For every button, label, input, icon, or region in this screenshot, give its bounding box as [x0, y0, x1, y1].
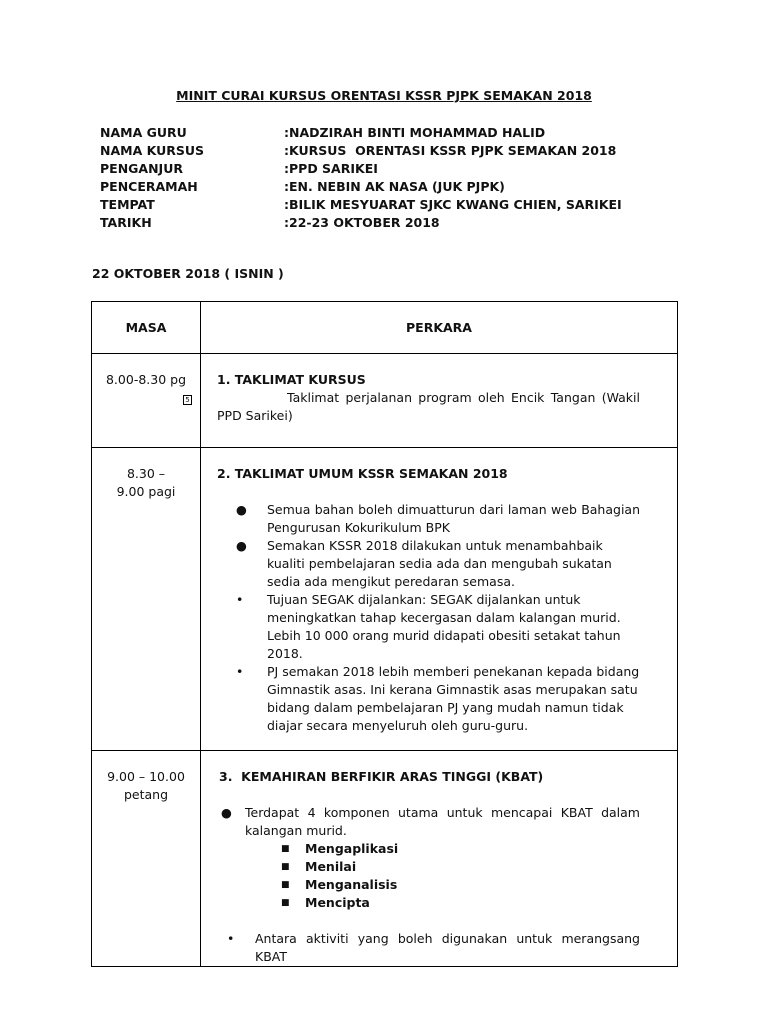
perkara-cell: [201, 354, 678, 448]
bullet-dot-icon: ●: [221, 805, 232, 820]
list-item: ■ Mencipta: [281, 895, 370, 910]
list-item: ■ Mengaplikasi: [281, 841, 399, 856]
square-bullet-icon: ■: [281, 898, 290, 908]
bullet-dot-icon: ●: [236, 538, 247, 553]
masa-cell: [92, 354, 201, 448]
masa-text: 9.00 – 10.00: [107, 769, 185, 784]
section-title: 1. TAKLIMAT KURSUS: [217, 372, 366, 387]
info-value: :EN. NEBIN AK NASA (JUK PJPK): [284, 179, 505, 194]
perkara-cell: [201, 751, 678, 967]
square-bullet-icon: ■: [281, 862, 290, 872]
list-item: ● Semakan KSSR 2018 dilakukan untuk menambahbaik kualiti pembelajaran sedia ada dan mengubah sukatan sedia ada mengikut peredaran semasa.: [236, 538, 612, 589]
info-value: :NADZIRAH BINTI MOHAMMAD HALID: [284, 125, 546, 140]
section-title: 2. TAKLIMAT UMUM KSSR SEMAKAN 2018: [217, 466, 508, 481]
info-value: :BILIK MESYUARAT SJKC KWANG CHIEN, SARIKEI: [284, 197, 622, 212]
info-value: :KURSUS ORENTASI KSSR PJPK SEMAKAN 2018: [284, 143, 617, 158]
masa-text: petang: [123, 787, 169, 802]
header-perkara: PERKARA: [201, 302, 678, 354]
info-label: NAMA KURSUS: [100, 143, 204, 158]
bullet-dot-icon: ●: [236, 502, 247, 517]
bullet-dot-icon: •: [236, 592, 244, 607]
info-label: TARIKH: [100, 215, 152, 230]
section-title: 3. KEMAHIRAN BERFIKIR ARAS TINGGI (KBAT): [219, 769, 544, 784]
masa-text: 9.00 pagi: [116, 484, 176, 499]
date-heading: 22 OKTOBER 2018 ( ISNIN ): [92, 266, 284, 281]
list-item: ● Terdapat 4 komponen utama untuk mencapai KBAT dalam kalangan murid.: [221, 805, 640, 838]
document-title: MINIT CURAI KURSUS ORENTASI KSSR PJPK SEMAKAN 2018: [176, 88, 592, 103]
list-item: • Antara aktiviti yang boleh digunakan untuk merangsang KBAT: [227, 931, 640, 964]
bullet-list: [219, 804, 640, 840]
info-block: [100, 124, 622, 232]
list-item: ● Semua bahan boleh dimuatturun dari laman web Bahagian Pengurusan Kokurikulum BPK: [236, 502, 640, 535]
masa-text: 8.30 –: [126, 466, 166, 481]
component-list: [219, 840, 640, 912]
section-paragraph: Taklimat perjalanan program oleh Encik Tangan (Wakil PPD Sarikei): [217, 390, 640, 423]
list-item: • Tujuan SEGAK dijalankan: SEGAK dijalankan untuk meningkatkan tahap kecergasan dalam kalangan murid. Lebih 10 000 orang murid didapati obesiti setakat tahun 2018.: [236, 592, 621, 661]
masa-cell: [92, 751, 201, 967]
info-label: PENGANJUR: [100, 161, 183, 176]
footnote-box-icon: 5: [183, 395, 192, 405]
info-row: [100, 160, 622, 178]
square-bullet-icon: ■: [281, 880, 290, 890]
info-value: :PPD SARIKEI: [284, 161, 378, 176]
info-row: [100, 178, 622, 196]
info-row: [100, 214, 622, 232]
bullet-list: [217, 501, 640, 735]
info-row: [100, 124, 622, 142]
list-item: ■ Menilai: [281, 859, 357, 874]
table-row: [92, 354, 678, 448]
info-row: [100, 142, 622, 160]
info-label: TEMPAT: [100, 197, 155, 212]
table-row: [92, 751, 678, 967]
info-row: [100, 196, 622, 214]
minutes-table: [91, 301, 678, 967]
info-value: :22-23 OKTOBER 2018: [284, 215, 440, 230]
table-header-row: [92, 302, 678, 354]
bullet-dot-icon: •: [236, 664, 244, 679]
bullet-dot-icon: •: [227, 931, 235, 946]
list-item: ■ Menganalisis: [281, 877, 398, 892]
info-label: NAMA GURU: [100, 125, 187, 140]
perkara-cell: [201, 448, 678, 751]
square-bullet-icon: ■: [281, 844, 290, 854]
info-label: PENCERAMAH: [100, 179, 198, 194]
masa-text: 8.00-8.30 pg: [105, 372, 187, 387]
masa-cell: [92, 448, 201, 751]
header-masa: MASA: [92, 302, 201, 354]
table-row: [92, 448, 678, 751]
list-item: • PJ semakan 2018 lebih memberi penekanan kepada bidang Gimnastik asas. Ini kerana Gimnastik asas merupakan satu bidang dalam pembelajaran PJ yang mudah namun tidak diajar secara menyeluruh oleh guru-guru.: [236, 664, 640, 733]
bullet-list: [219, 930, 640, 966]
